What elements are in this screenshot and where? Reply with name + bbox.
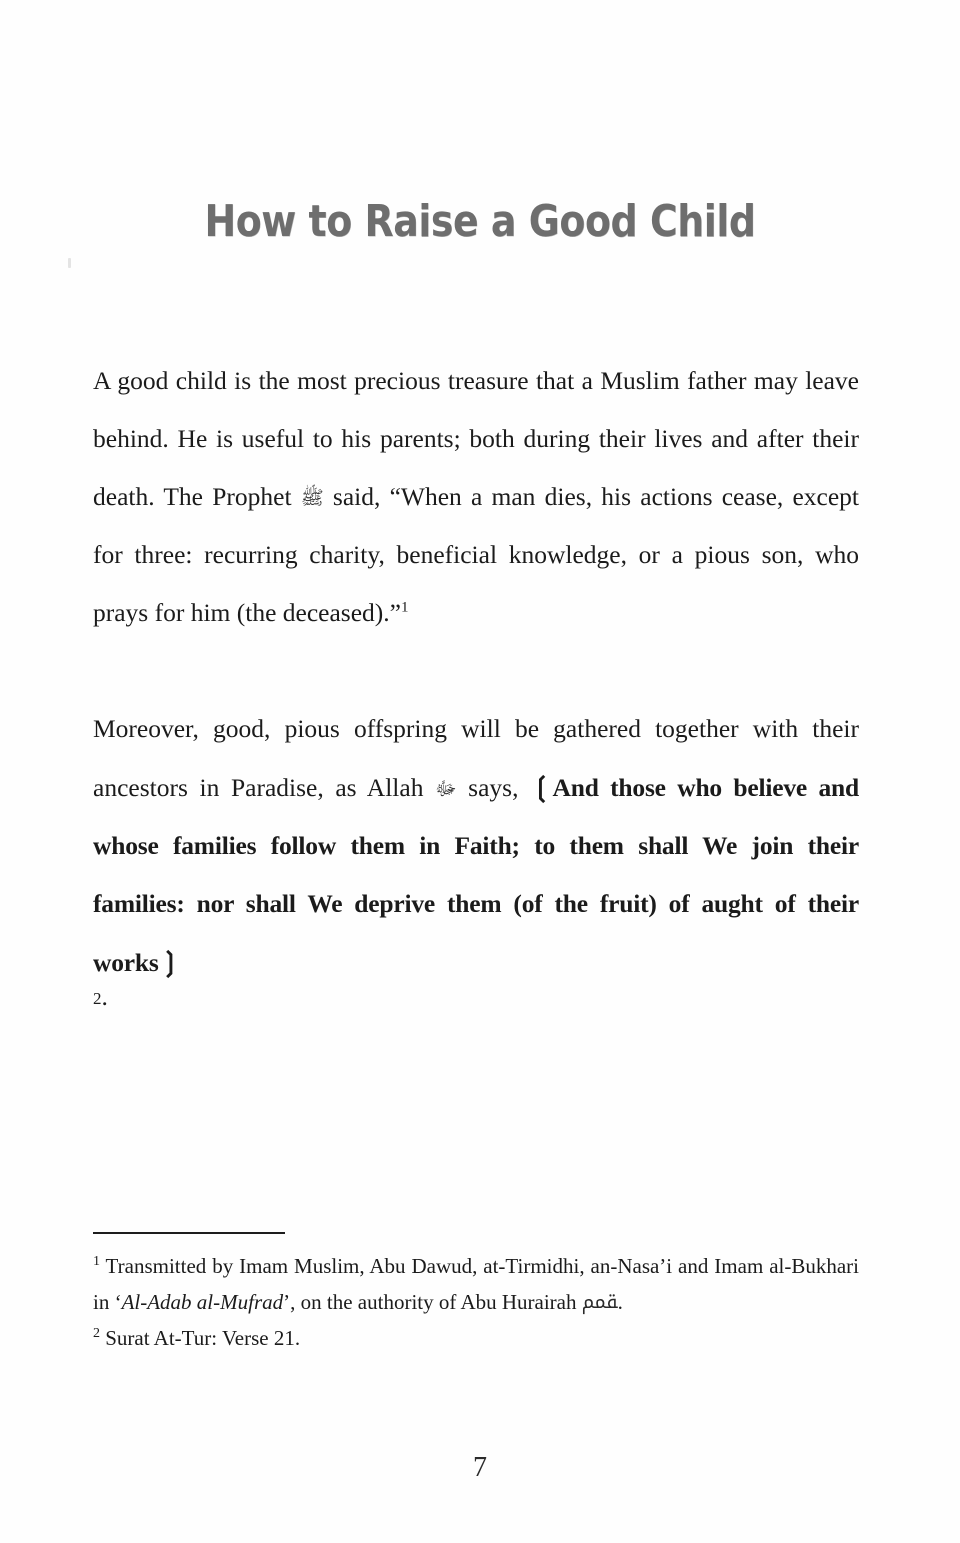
paragraph-2-text-after-symbol: says, (468, 773, 519, 802)
paragraph-quran-quote (93, 700, 859, 1034)
paragraph-1-text-after-symbol: said, “When a man dies, his actions cease, except for three: recurring charity, beneficial knowledge, or a pious son, who prays for him (the deceased).” (93, 482, 860, 627)
paragraph-intro (93, 352, 859, 642)
quote-close-bracket-icon: ❳ (158, 947, 182, 977)
footnote-item (93, 1320, 859, 1356)
footnote-text-part-1: Transmitted by Imam Muslim, Abu Dawud, at-Tirmidhi, an-Nasa’i and Imam al-Bukhari in ‘ (93, 1254, 859, 1314)
scan-artifact (68, 258, 71, 268)
footnote-reference-2[interactable]: 2 (93, 989, 102, 1008)
quote-open-bracket-icon: ❲ (530, 772, 553, 802)
paragraph-2-trailing-period: . (101, 982, 108, 1011)
footnote-text-part-2: ’, on the authority of Abu Hurairah (283, 1290, 577, 1314)
quran-verse-text: And those who believe and whose families follow them in Faith; to them shall We join their families: nor shall We deprive them (of the fruit) of aught of their works (93, 773, 859, 977)
footnote-text-part-3: . (617, 1290, 623, 1314)
body-text-column (93, 352, 859, 1034)
footnote-text-part-1: Surat At-Tur: Verse 21. (105, 1326, 301, 1350)
footnote-marker: 2 (93, 1326, 100, 1341)
paragraph-2-text-before-symbol: Moreover, good, pious offspring will be gathered together with their ancestors in Paradise, as Allah (93, 714, 859, 802)
jalla-jalaluhu-icon: ﷻ (435, 778, 457, 800)
footnote-item (93, 1248, 859, 1320)
page-title: How to Raise a Good Child (204, 196, 756, 248)
sallallahu-alayhi-wasallam-icon: ﷺ (300, 487, 324, 509)
footnote-separator-rule (93, 1232, 285, 1234)
footnote-reference-1[interactable]: 1 (400, 599, 409, 616)
footnote-reference-2-wrapper (93, 968, 859, 1034)
quran-verse (93, 773, 859, 977)
radiyallahu-anhu-icon: ﵿ (581, 1291, 618, 1313)
paragraph-1-text-before-symbol: A good child is the most precious treasure that a Muslim father may leave behind. He is useful to his parents; both during their lives and after their death. The Prophet (93, 366, 859, 511)
footnote-book-title: Al-Adab al-Mufrad (121, 1290, 284, 1314)
footnote-marker: 1 (93, 1254, 100, 1269)
page-number: 7 (473, 1452, 487, 1483)
footnotes-section (93, 1232, 859, 1356)
